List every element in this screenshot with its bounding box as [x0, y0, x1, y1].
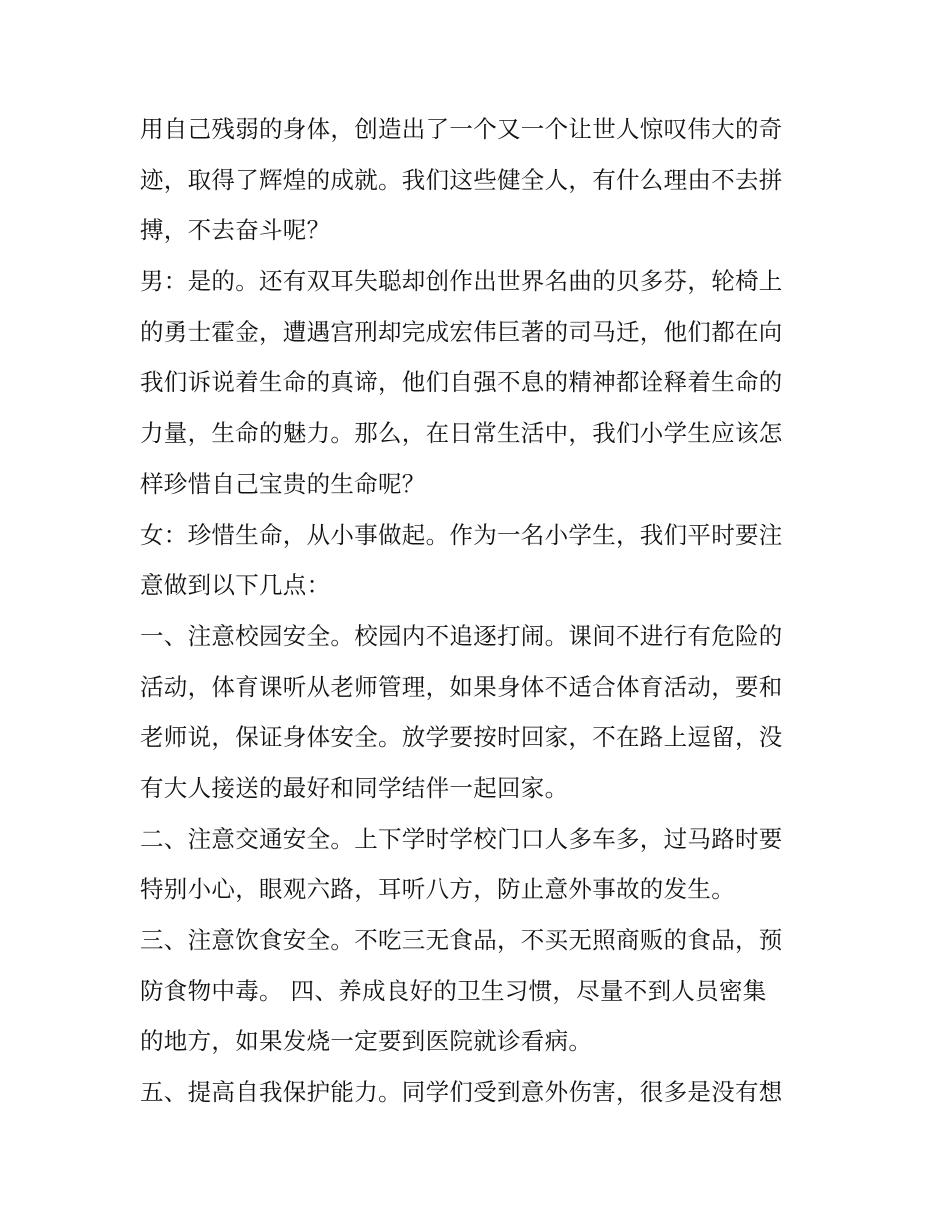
- text-line: 样珍惜自己宝贵的生命呢？: [140, 469, 426, 498]
- text-line: 活动，体育课听从老师管理，如果身体不适合体育活动，要和: [140, 672, 783, 701]
- text-line: 迹，取得了辉煌的成就。我们这些健全人，有什么理由不去拼: [140, 165, 783, 194]
- text-line: 老师说，保证身体安全。放学要按时回家，不在路上逗留，没: [140, 723, 783, 752]
- text-line: 女：珍惜生命，从小事做起。作为一名小学生，我们平时要注: [140, 520, 783, 549]
- text-line: 的地方，如果发烧一定要到医院就诊看病。: [140, 1027, 593, 1056]
- text-line: 有大人接送的最好和同学结伴一起回家。: [140, 773, 569, 802]
- text-line: 五、提高自我保护能力。同学们受到意外伤害，很多是没有想: [140, 1078, 783, 1107]
- text-line: 二、注意交通安全。上下学时学校门口人多车多，过马路时要: [140, 824, 783, 853]
- document-body: [140, 104, 820, 1118]
- text-line: 防食物中毒。 四、养成良好的卫生习惯，尽量不到人员密集: [140, 976, 767, 1005]
- text-line: 一、注意校园安全。校园内不追逐打闹。课间不进行有危险的: [140, 621, 783, 650]
- text-line: 用自己残弱的身体，创造出了一个又一个让世人惊叹伟大的奇: [140, 115, 783, 143]
- text-line: 意做到以下几点：: [140, 571, 331, 600]
- text-line: 我们诉说着生命的真谛，他们自强不息的精神都诠释着生命的: [140, 368, 783, 397]
- text-line: 三、注意饮食安全。不吃三无食品，不买无照商贩的食品，预: [140, 926, 783, 954]
- text-line: 男：是的。还有双耳失聪却创作出世界名曲的贝多芬，轮椅上: [140, 267, 783, 296]
- text-line: 特别小心，眼观六路，耳听八方，防止意外事故的发生。: [140, 875, 735, 904]
- text-line: 的勇士霍金，遭遇宫刑却完成宏伟巨著的司马迁，他们都在向: [140, 317, 783, 346]
- text-line: 搏，不去奋斗呢？: [140, 216, 331, 245]
- text-line: 力量，生命的魅力。那么，在日常生活中，我们小学生应该怎: [140, 419, 783, 448]
